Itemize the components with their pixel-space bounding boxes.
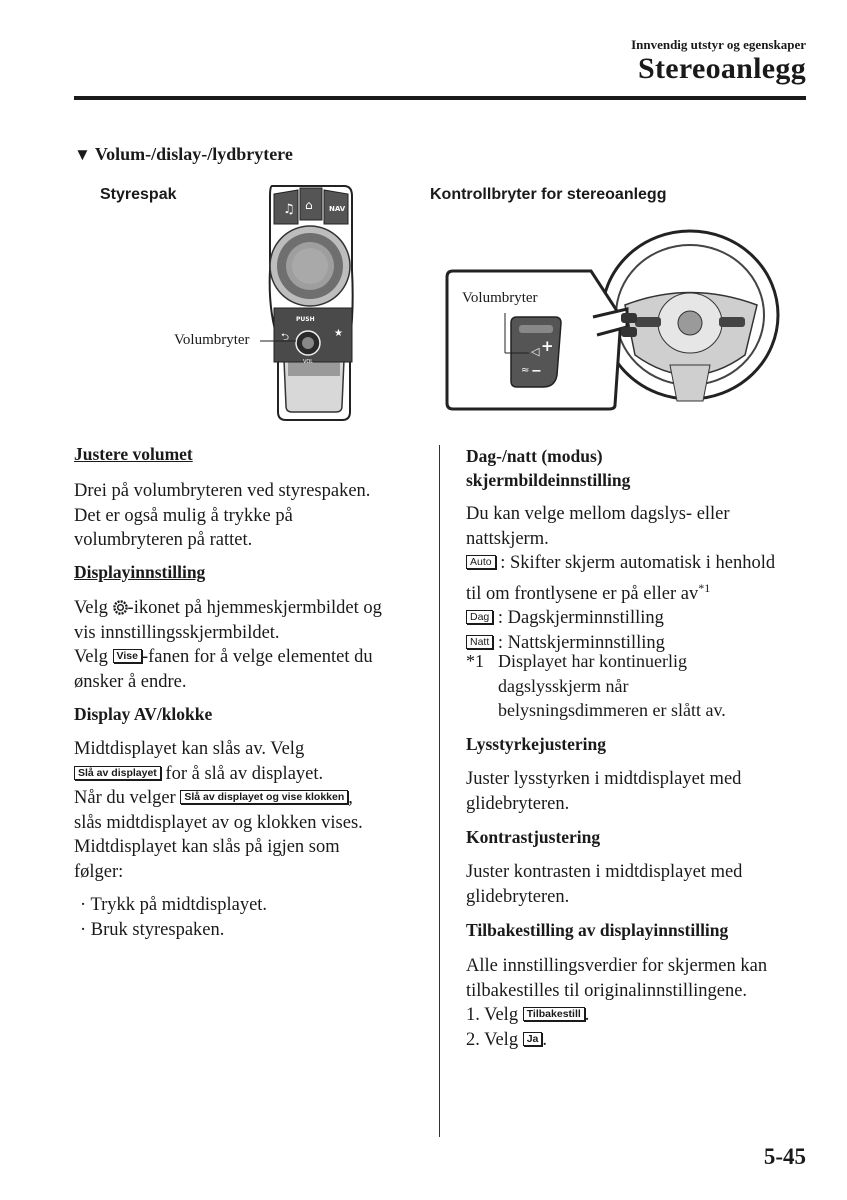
text-fragment: 1. Velg — [466, 1005, 523, 1025]
list-item: · Bruk styrespaken. — [80, 919, 225, 940]
push-label: PUSH — [296, 316, 315, 323]
text-line: belysningsdimmeren er slått av. — [498, 700, 726, 720]
paragraph-tilbakestilling — [466, 954, 767, 1052]
text-line: Det er også mulig å trykke på — [74, 505, 293, 526]
text-line: Displayet har kontinuerlig — [498, 651, 687, 671]
slaa-av-og-vise-klokken-key: Slå av displayet og vise klokken — [180, 790, 348, 804]
text-fragment: 2. Velg — [466, 1029, 523, 1050]
svg-text:−: − — [531, 364, 542, 379]
footnote-mark: *1 — [466, 651, 484, 671]
paragraph-display-av — [74, 737, 363, 884]
favorite-star-icon: ★ — [334, 328, 343, 339]
text-fragment: Velg — [74, 647, 113, 667]
text-fragment: til om frontlysene er på eller av — [466, 583, 699, 604]
text-line: slås midtdisplayet av og klokken vises. — [74, 812, 363, 833]
heading-display-av-klokke: Display AV/klokke — [74, 704, 213, 724]
column-divider — [439, 445, 440, 1137]
page-number: 5-45 — [763, 1144, 806, 1169]
text-line: ønsker å endre. — [74, 671, 187, 692]
text-fragment: -ikonet på hjemmeskjermbildet og — [127, 598, 382, 618]
text-fragment: Når du velger — [74, 788, 181, 808]
text-line: følger: — [74, 861, 124, 882]
settings-gear-icon — [113, 600, 128, 615]
figure-left-label: Styrespak — [100, 186, 177, 203]
commander-knob-illustration — [250, 180, 360, 425]
section-heading-text: Volum-/dislay-/lydbrytere — [94, 144, 293, 164]
text-fragment: : Nattskjerminnstilling — [493, 632, 665, 653]
ja-key: Ja — [523, 1032, 543, 1046]
paragraph-dag-natt — [466, 502, 775, 655]
text-line — [74, 786, 363, 811]
speaker-icon: ◁ — [531, 345, 540, 358]
list-item: · Trykk på midtdisplayet. — [80, 895, 268, 915]
text-line — [466, 551, 775, 576]
text-line — [74, 596, 382, 621]
text-line: Midtdisplayet kan slås på igjen som — [74, 837, 340, 857]
heading-line: Dag-/natt (modus) — [466, 446, 603, 466]
text-line: glidebryteren. — [466, 793, 570, 814]
text-line — [466, 576, 775, 607]
text-line: glidebryteren. — [466, 886, 570, 907]
music-icon: ♫ — [283, 202, 295, 217]
triangle-marker-icon: ▼ — [74, 145, 91, 164]
text-fragment: . — [584, 1005, 590, 1025]
text-line: Midtdisplayet kan slås av. Velg — [74, 739, 305, 759]
footnote — [466, 649, 726, 723]
back-icon: ⮌ — [281, 332, 290, 343]
steering-wheel-illustration — [445, 205, 785, 413]
step-2 — [466, 1028, 767, 1053]
text-line: volumbryteren på rattet. — [74, 530, 253, 550]
dag-key: Dag — [466, 610, 493, 624]
text-fragment: : Dagskjerminnstilling — [493, 608, 664, 629]
heading-line: skjermbildeinnstilling — [466, 470, 631, 490]
bullet-list — [80, 893, 267, 942]
footnote-ref: *1 — [698, 580, 711, 595]
heading-lysstyrke: Lysstyrkejustering — [466, 734, 606, 754]
text-fragment: , — [348, 788, 353, 808]
text-line: nattskjerm. — [466, 528, 549, 549]
tab-vise-key: Vise — [113, 649, 142, 663]
step-1 — [466, 1003, 767, 1028]
chapter-subtitle: Innvendig utstyr og egenskaper — [631, 37, 806, 52]
text-line: Juster lysstyrken i midtdisplayet med — [466, 769, 742, 789]
section-heading — [74, 144, 293, 165]
text-line: tilbakestilles til originalinnstillingene. — [466, 980, 748, 1001]
page-title: Stereoanlegg — [637, 52, 806, 85]
header-rule — [74, 96, 806, 100]
text-line — [74, 645, 382, 670]
heading-dag-natt — [466, 444, 630, 492]
mute-icon: ≈ — [521, 365, 530, 376]
figure-right-label: Kontrollbryter for stereoanlegg — [430, 186, 667, 203]
text-fragment: Velg — [74, 598, 113, 618]
paragraph-lysstyrke — [466, 767, 741, 816]
svg-text:+: + — [541, 337, 554, 355]
paragraph-display — [74, 596, 382, 694]
home-icon: ⌂ — [305, 198, 313, 212]
auto-key: Auto — [466, 555, 496, 569]
heading-tilbakestilling: Tilbakestilling av displayinnstilling — [466, 920, 729, 940]
figure-left-callout: Volumbryter — [174, 332, 250, 348]
paragraph-justere — [74, 479, 370, 553]
text-line: dagslysskjerm når — [498, 675, 629, 696]
slaa-av-displayet-key: Slå av displayet — [74, 766, 161, 780]
text-line: vis innstillingsskjermbildet. — [74, 622, 280, 643]
heading-kontrast: Kontrastjustering — [466, 827, 601, 847]
text-fragment: : Skifter skjerm automatisk i henhold — [495, 553, 776, 573]
nav-button-label: NAV — [329, 205, 346, 213]
text-fragment: for å slå av displayet. — [160, 763, 324, 784]
paragraph-kontrast — [466, 860, 742, 909]
text-line: Drei på volumbryteren ved styrespaken. — [74, 481, 371, 501]
text-fragment: . — [542, 1029, 548, 1050]
natt-key: Natt — [466, 635, 493, 649]
figure-right-callout: Volumbryter — [462, 290, 538, 306]
vol-label: VOL — [303, 359, 314, 365]
text-line — [74, 762, 363, 787]
heading-displayinnstilling: Displayinnstilling — [74, 562, 206, 582]
heading-justere-volumet: Justere volumet — [74, 444, 193, 464]
tilbakestill-key: Tilbakestill — [523, 1007, 585, 1021]
text-fragment: -fanen for å velge elementet du — [141, 647, 373, 667]
text-line: Du kan velge mellom dagslys- eller — [466, 504, 730, 524]
text-line — [466, 606, 775, 631]
text-line: Juster kontrasten i midtdisplayet med — [466, 862, 743, 882]
text-line: Alle innstillingsverdier for skjermen kan — [466, 956, 768, 976]
